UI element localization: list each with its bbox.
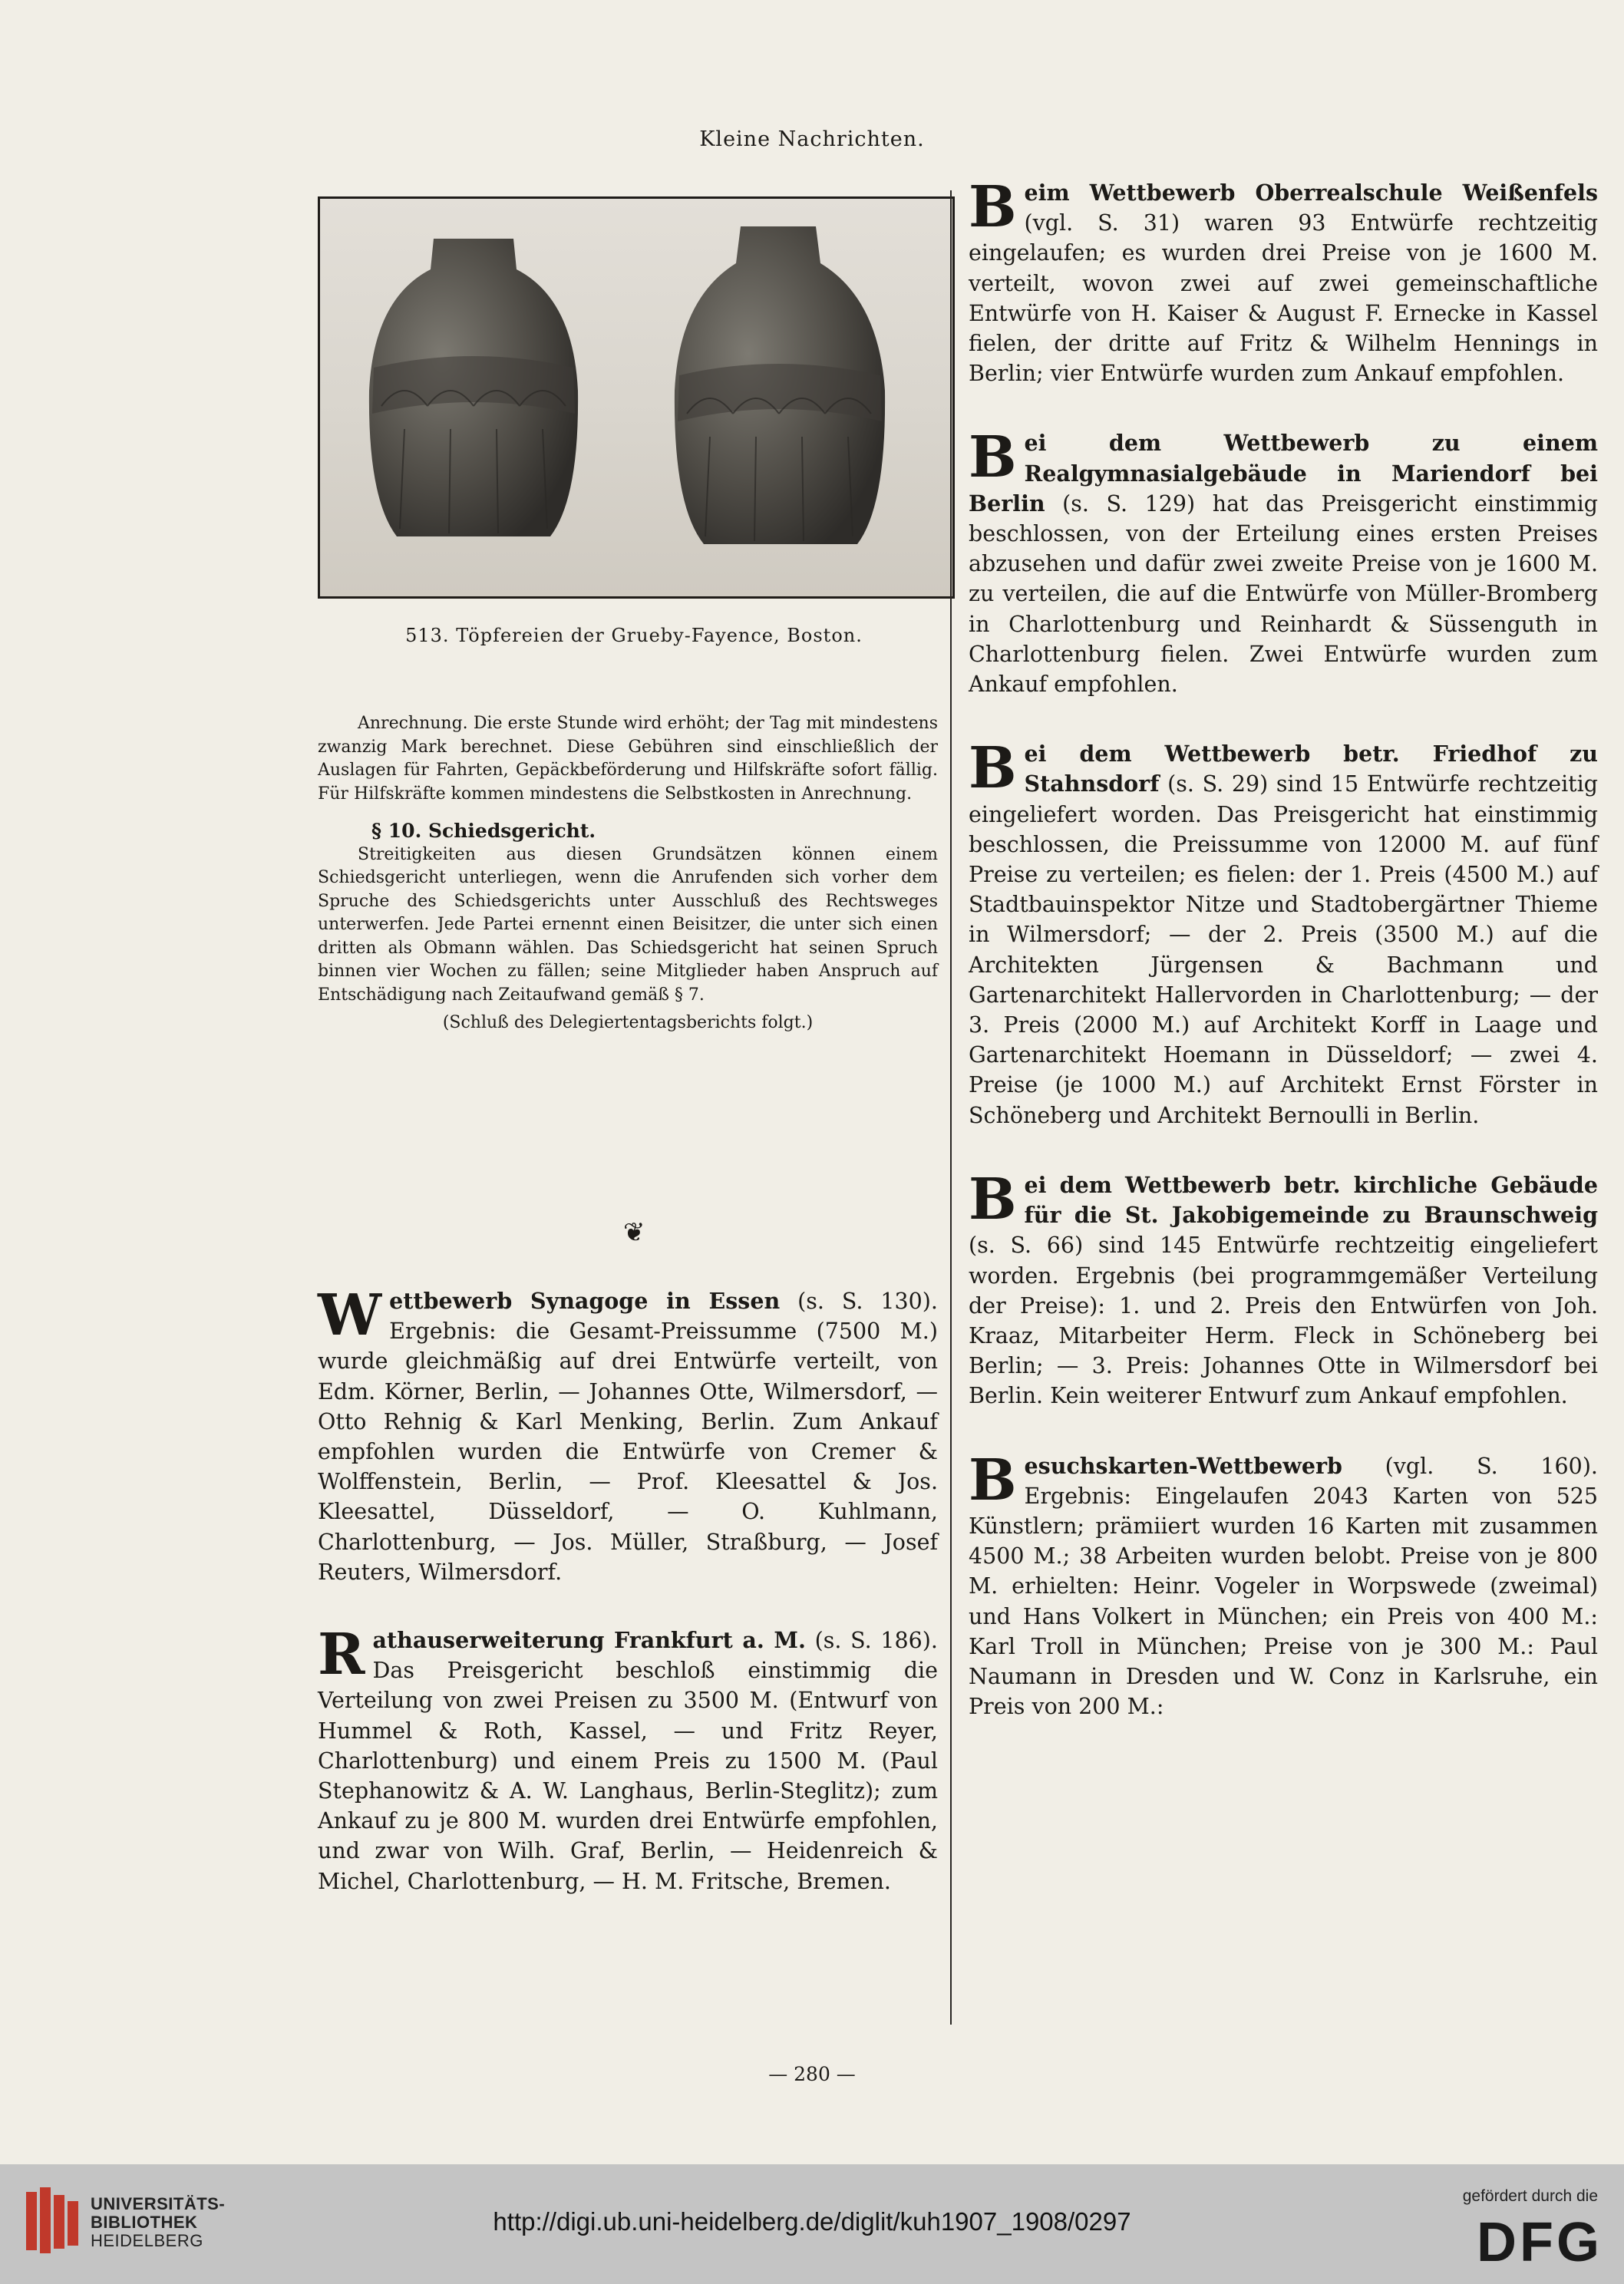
- left-column-small: [318, 712, 938, 1035]
- dropcap: B: [969, 424, 1017, 491]
- article-text: (s. S. 130). Ergebnis: die Gesamt-Preissumme (7500 M.) wurde gleichmäßig auf drei Entwürfe verteilt, von Edm. Körner, Berlin, — Johannes Otte, Wilmersdorf, — Otto Rehnig & Karl Menking, Berlin. Zum Ankauf empfohlen wurden die Entwürfe von Cremer & Wolffenstein, Berlin, — Prof. Kleesattel & Jos. Kleesattel, Düsseldorf, — O. Kuhlmann, Charlottenburg, — Jos. Müller, Straßburg, — Josef Reuters, Wilmersdorf.: [318, 1289, 938, 1585]
- paragraph-fees: Anrechnung. Die erste Stunde wird erhöht; der Tag mit mindestens zwanzig Mark berechnet. Diese Gebühren sind einschließlich der Auslagen für Fahrten, Gepäckbeförderung und Hilfskräfte sofort fällig. Für Hilfskräfte kommen mindestens die Selbstkosten in Anrechnung.: [318, 714, 938, 804]
- article-heading: ei dem Wettbewerb zu einem Realgymnasialgebäude in Mariendorf bei Berlin: [969, 430, 1598, 517]
- page-number: — 280 —: [768, 2063, 856, 2085]
- funding-label: gefördert durch die: [1462, 2187, 1598, 2205]
- paragraph-arbitration: Streitigkeiten aus diesen Grundsätzen können einem Schiedsgericht unterliegen, wenn die Anrufenden sich vorher dem Spruche des Schiedsgerichts unter Ausschluß des Rechtsweges unterwerfen. Jede Partei ernennt einen Beisitzer, die unter sich einen dritten als Obmann wählen. Das Schiedsgericht hat seinen Spruch binnen vier Wochen zu fällen; seine Mitglieder haben Anspruch auf Entschädigung nach Zeitaufwand gemäß § 7.: [318, 844, 938, 1005]
- article-text: (vgl. S. 160). Ergebnis: Eingelaufen 2043 Karten von 525 Künstlern; prämiiert wurden 16 Karten mit zusammen 4500 M.; 38 Arbeiten wurden belobt. Preise von je 800 M. erhielten: Heinr. Vogeler in Worpswede (zweimal) und Hans Volkert in München; ein Preis von 400 M.: Karl Troll in München; Preise von je 300 M.: Paul Naumann in Dresden und W. Conz in Karlsruhe, ein Preis von 200 M.:: [969, 1453, 1598, 1720]
- dropcap: B: [969, 1447, 1017, 1513]
- institution-name: UNIVERSITÄTS- BIBLIOTHEK HEIDELBERG: [91, 2194, 226, 2250]
- article-synagoge-essen: [318, 1282, 938, 1587]
- source-url-link[interactable]: http://digi.ub.uni-heidelberg.de/diglit/kuh1907_1908/0297: [493, 2207, 1131, 2236]
- dfg-logo: DFG: [1477, 2212, 1603, 2273]
- article-text: (s. S. 186). Das Preisgericht beschloß einstimmig die Verteilung von zwei Preisen zu 3500 M. (Entwurf von Hummel & Roth, Kassel, — und Fritz Reyer, Charlottenburg) und einem Preis zu 1500 M. (Paul Stephanowitz & A. W. Langhaus, Berlin-Steglitz); zum Ankauf zu je 800 M. wurden drei Entwürfe empfohlen, und zwar von Wilh. Graf, Berlin, — Heidenreich & Michel, Charlottenburg, — H. M. Fritsche, Bremen.: [318, 1628, 938, 1894]
- article-heading: ettbewerb Synagoge in Essen: [389, 1288, 781, 1314]
- figure-photo: [318, 196, 955, 599]
- article-heading: esuchskarten-Wettbewerb: [1024, 1452, 1342, 1479]
- digitization-footer: [0, 2164, 1624, 2284]
- ornament-icon: ❦: [623, 1217, 645, 1248]
- article-text: (s. S. 29) sind 15 Entwürfe rechtzeitig eingeliefert worden. Das Preisgericht hat einstimmig beschlossen, die Preissumme von 12000 M. auf fünf Preise zu verteilen; es fielen: der 1. Preis (4500 M.) auf Stadtbauinspektor Nitze und Stadtobergärtner Thieme in Wilmersdorf; — der 2. Preis (3500 M.) auf die Architekten Jürgensen & Bachmann und Gartenarchitekt Hallervorden in Charlottenburg; — der 3. Preis (2000 M.) auf Architekt Korff in Laage und Gartenarchitekt Hoemann in Düsseldorf; — zwei 4. Preise (je 1000 M.) auf Architekt Ernst Förster in Schöneberg und Architekt Bernoulli in Berlin.: [969, 771, 1598, 1128]
- left-vase: [369, 239, 578, 536]
- left-column-articles: [318, 1282, 938, 1896]
- article-stahnsdorf: [969, 735, 1598, 1130]
- article-braunschweig: [969, 1166, 1598, 1411]
- vases-image: [320, 199, 952, 596]
- article-heading: athauserweiterung Frankfurt a. M.: [372, 1627, 806, 1654]
- dropcap: R: [318, 1622, 365, 1688]
- right-vase: [675, 226, 885, 544]
- dropcap: B: [969, 174, 1017, 240]
- article-text: (s. S. 129) hat das Preisgericht einstimmig beschlossen, von der Erteilung eines ersten Preises abzusehen und dafür zwei zweite Preise von je 1600 M. zu verteilen, die auf die Entwürfe von Müller-Bromberg in Charlottenburg und Reinhardt & Süssenguth in Charlottenburg fielen. Zwei Entwürfe wurden zum Ankauf empfohlen.: [969, 490, 1598, 698]
- dropcap: B: [969, 1166, 1017, 1233]
- article-mariendorf: [969, 424, 1598, 699]
- article-besuchskarten: [969, 1447, 1598, 1722]
- dropcap: B: [969, 735, 1017, 802]
- section-heading: § 10. Schiedsgericht.: [371, 820, 596, 842]
- article-text: (s. S. 66) sind 145 Entwürfe rechtzeitig eingeliefert worden. Ergebnis (bei programmgemäßer Verteilung der Preise): 1. und 2. Preis den Entwürfen von Joh. Kraaz, Mitarbeiter Herm. Fleck in Schöneberg bei Berlin; — 3. Preis: Johannes Otte in Wilmersdorf bei Berlin. Kein weiterer Entwurf zum Ankauf empfohlen.: [969, 1233, 1598, 1409]
- article-text: (vgl. S. 31) waren 93 Entwürfe rechtzeitig eingelaufen; es wurden drei Preise von je 1600 M. verteilt, wovon zwei auf zwei gemeinschaftliche Entwürfe von H. Kaiser & August F. Ernecke in Kassel fielen, der dritte auf Fritz & Wilhelm Hennings in Berlin; vier Entwürfe wurden zum Ankauf empfohlen.: [969, 210, 1598, 387]
- column-divider: [950, 190, 952, 2025]
- article-heading: eim Wettbewerb Oberrealschule Weißenfels: [1024, 180, 1598, 206]
- closing-note: (Schluß des Delegiertentagsberichts folgt.): [442, 1013, 814, 1032]
- dropcap: W: [318, 1282, 382, 1348]
- article-rathaus-frankfurt: [318, 1622, 938, 1896]
- running-head: Kleine Nachrichten.: [699, 127, 925, 151]
- article-weissenfels: [969, 174, 1598, 388]
- right-column-articles: [969, 174, 1598, 1721]
- article-heading: ei dem Wettbewerb betr. Friedhof zu Stahnsdorf: [1024, 741, 1598, 797]
- figure-caption: 513. Töpfereien der Grueby-Fayence, Boston.: [405, 625, 863, 646]
- article-heading: ei dem Wettbewerb betr. kirchliche Gebäude für die St. Jakobigemeinde zu Braunschweig: [1024, 1171, 1598, 1229]
